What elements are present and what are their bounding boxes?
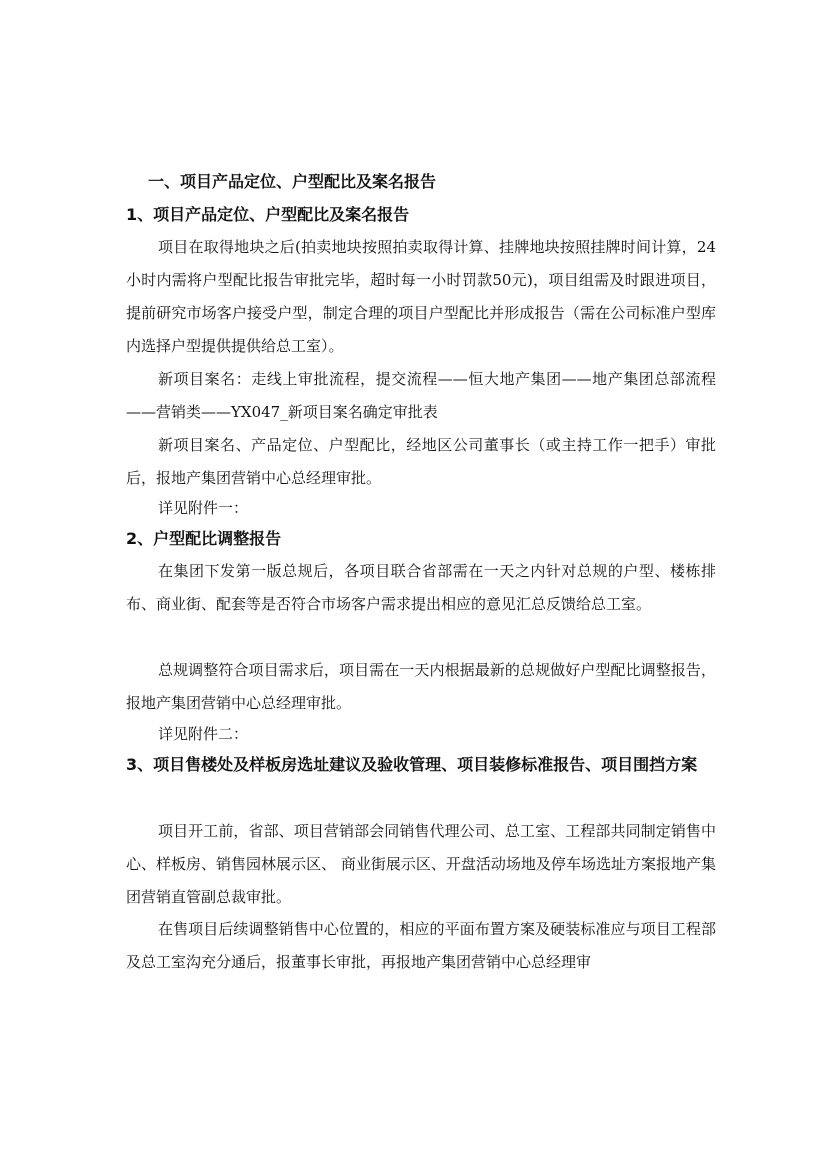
paragraph: 新项目案名：走线上审批流程，提交流程——恒大地产集团——地产集团总部流程——营销类——YX047_新项目案名确定审批表: [126, 370, 716, 421]
paragraph: 详见附件一：: [158, 499, 249, 517]
document-main-heading: 一、项目产品定位、户型配比及案名报告: [148, 172, 437, 191]
section-heading-1: 1、项目产品定位、户型配比及案名报告: [126, 205, 410, 224]
section-heading-3: 3、项目售楼处及样板房选址建议及验收管理、项目装修标准报告、项目围挡方案: [126, 755, 698, 774]
paragraph: 在售项目后续调整销售中心位置的，相应的平面布置方案及硬装标准应与项目工程部及总工室沟充分通后，报董事长审批，再报地产集团营销中心总经理审: [126, 920, 716, 971]
section-heading-2: 2、户型配比调整报告: [126, 529, 282, 548]
paragraph: 总规调整符合项目需求后，项目需在一天内根据最新的总规做好户型配比调整报告，报地产集团营销中心总经理审批。: [126, 661, 716, 712]
paragraph: 详见附件二：: [158, 725, 249, 743]
paragraph: 新项目案名、产品定位、户型配比，经地区公司董事长（或主持工作一把手）审批后，报地产集团营销中心总经理审批。: [126, 436, 716, 487]
paragraph: 项目在取得地块之后(拍卖地块按照拍卖取得计算、挂牌地块按照挂牌时间计算，24小时内需将户型配比报告审批完毕，超时每一小时罚款50元)，项目组需及时跟进项目，提前研究市场客户接受户型，制定合理的项目户型配比并形成报告（需在公司标准户型库内选择户型提供提供给总工室）。: [126, 238, 716, 355]
paragraph: 项目开工前，省部、项目营销部会同销售代理公司、总工室、工程部共同制定销售中心、样板房、销售园林展示区、 商业街展示区、开盘活动场地及停车场选址方案报地产集团营销直管副总裁审批。: [126, 822, 716, 906]
paragraph: 在集团下发第一版总规后，各项目联合省部需在一天之内针对总规的户型、楼栋排布、商业街、配套等是否符合市场客户需求提出相应的意见汇总反馈给总工室。: [126, 562, 716, 613]
